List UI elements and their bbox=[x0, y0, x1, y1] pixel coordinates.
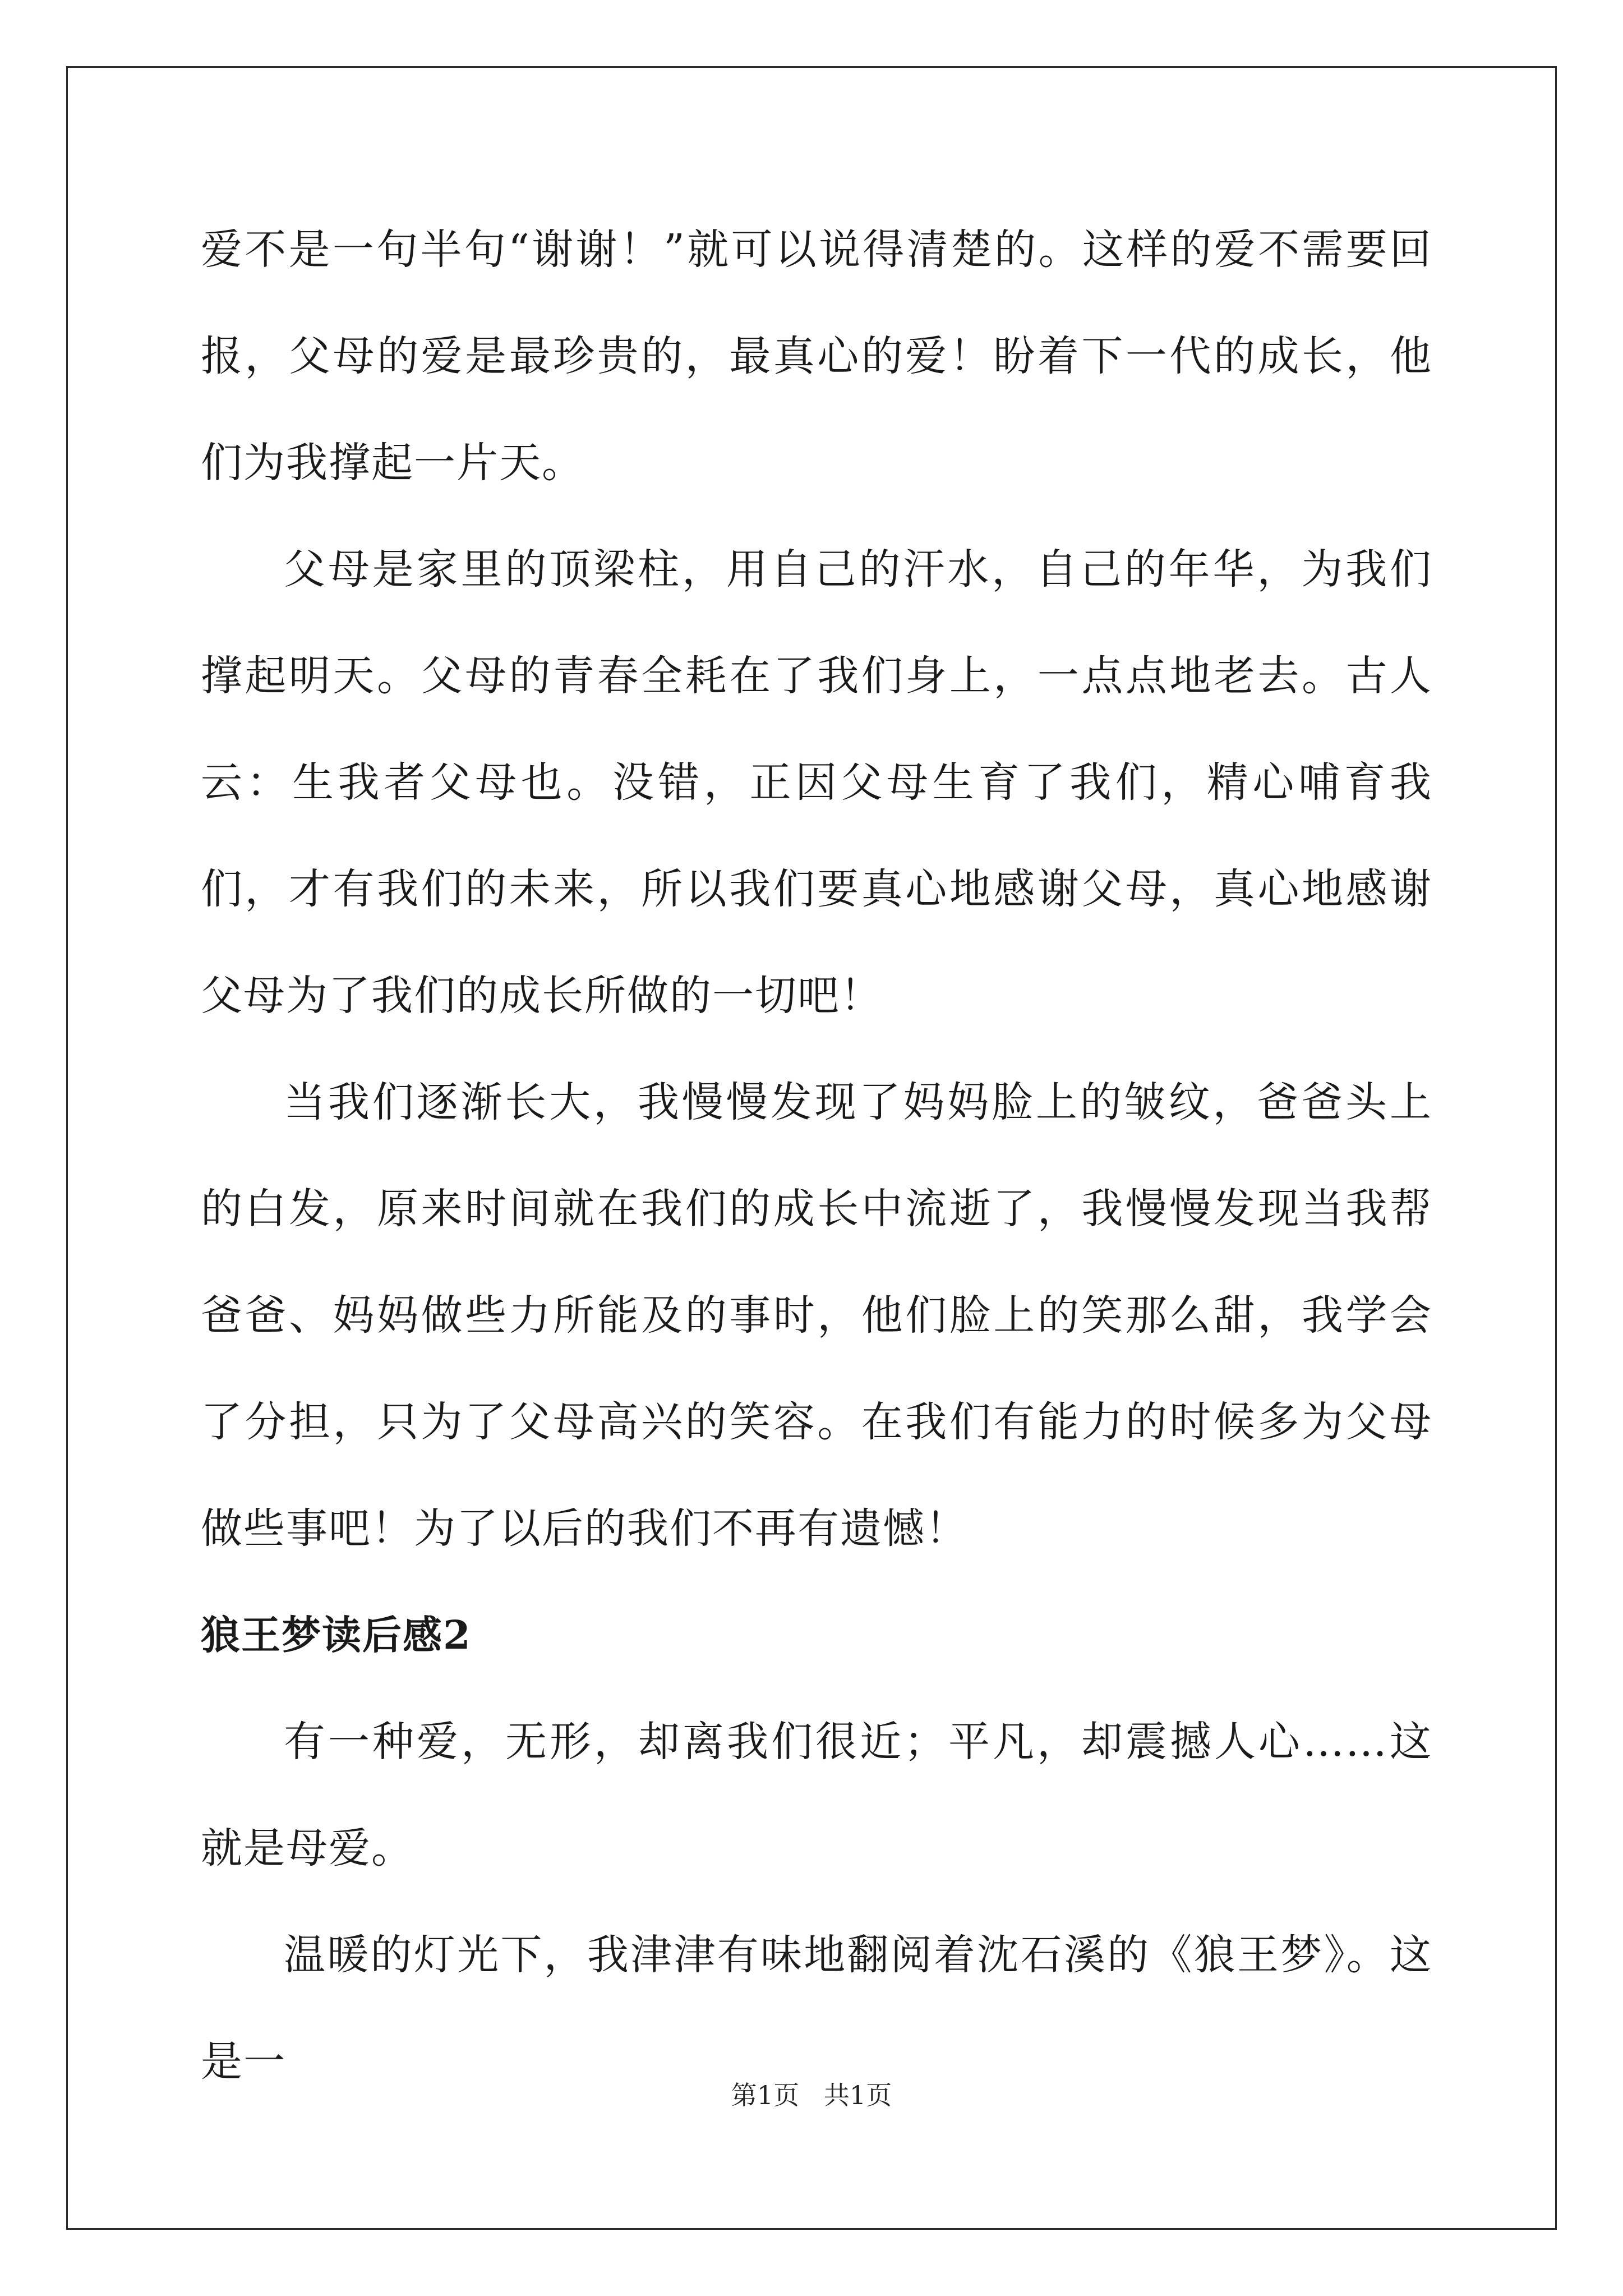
paragraph-3: 当我们逐渐长大，我慢慢发现了妈妈脸上的皱纹，爸爸头上的白发，原来时间就在我们的成长中流逝了，我慢慢发现当我帮爸爸、妈妈做些力所能及的事时，他们脸上的笑那么甜，我学会了分担，只为了父母高兴的笑容。在我们有能力的时候多为父母做些事吧！为了以后的我们不再有遗憾！ bbox=[201, 1078, 1432, 1553]
paragraph-4: 有一种爱，无形，却离我们很近；平凡，却震撼人心……这就是母爱。 bbox=[201, 1718, 1432, 1872]
page-footer: 第1页 共1页 bbox=[731, 2080, 892, 2110]
section-heading: 狼王梦读后感2 bbox=[201, 1612, 472, 1658]
paragraph-2: 父母是家里的顶梁柱，用自己的汗水，自己的年华，为我们撑起明天。父母的青春全耗在了我们身上，一点点地老去。古人云：生我者父母也。没错，正因父母生育了我们，精心哺育我们，才有我们的未来，所以我们要真心地感谢父母，真心地感谢父母为了我们的成长所做的一切吧！ bbox=[201, 545, 1432, 1020]
paragraph-5: 温暖的灯光下，我津津有味地翻阅着沈石溪的《狼王梦》。这是一 bbox=[201, 1931, 1432, 2086]
paragraph-1: 爱不是一句半句“谢谢！”就可以说得清楚的。这样的爱不需要回报，父母的爱是最珍贵的，最真心的爱！盼着下一代的成长，他们为我撑起一片天。 bbox=[201, 226, 1432, 487]
document-body bbox=[201, 196, 1432, 2115]
